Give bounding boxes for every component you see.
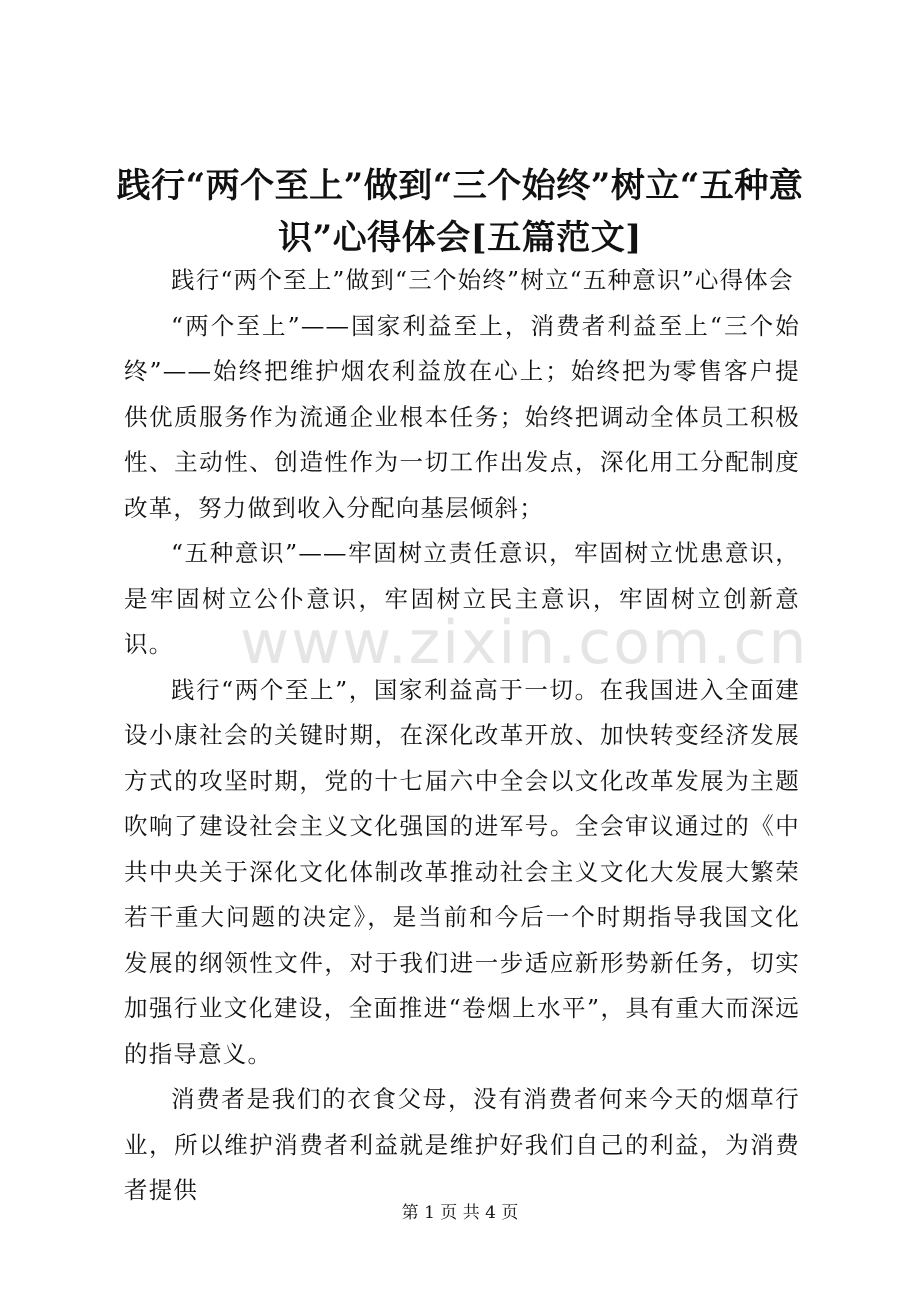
paragraph-five-awareness: “五种意识”——牢固树立责任意识，牢固树立忧患意识，是牢固树立公仆意识，牢固树立民主意识，牢固树立创新意识。 xyxy=(124,539,800,658)
watermark: www.zixin.com.cn xyxy=(240,608,809,678)
paragraph-national-interest: 践行“两个至上”，国家利益高于一切。在我国进入全面建设小康社会的关键时期，在深化改革开放、加快转变经济发展方式的攻坚时期，党的十七届六中全会以文化改革发展为主题吹响了建设社会主义文化强国的进军号。全会审议通过的《中共中央关于深化文化体制改革推动社会主义文化大发展大繁荣若干重大问题的决定》，是当前和今后一个时期指导我国文化发展的纲领性文件，对于我们进一步适应新形势新任务，切实加强行业文化建设，全面推进“卷烟上水平”，具有重大而深远的指导意义。 xyxy=(124,675,800,1068)
paragraph-consumers: 消费者是我们的衣食父母，没有消费者何来今天的烟草行业，所以维护消费者利益就是维护好我们自己的利益，为消费者提供 xyxy=(124,1085,800,1204)
paragraph-definitions: “两个至上”——国家利益至上，消费者利益至上“三个始终”——始终把维护烟农利益放在心上；始终把为零售客户提供优质服务作为流通企业根本任务；始终把调动全体员工积极性、主动性、创造性作为一切工作出发点，深化用工分配制度改革，努力做到收入分配向基层倾斜； xyxy=(124,311,800,522)
document-body xyxy=(124,258,809,1214)
page-footer: 第 1 页 共 4 页 xyxy=(401,1203,519,1223)
paragraph-heading: 践行“两个至上”做到“三个始终”树立“五种意识”心得体会 xyxy=(171,266,794,294)
document-title: 践行“两个至上”做到“三个始终”树立“五种意识”心得体会[五篇范文] xyxy=(116,166,804,258)
